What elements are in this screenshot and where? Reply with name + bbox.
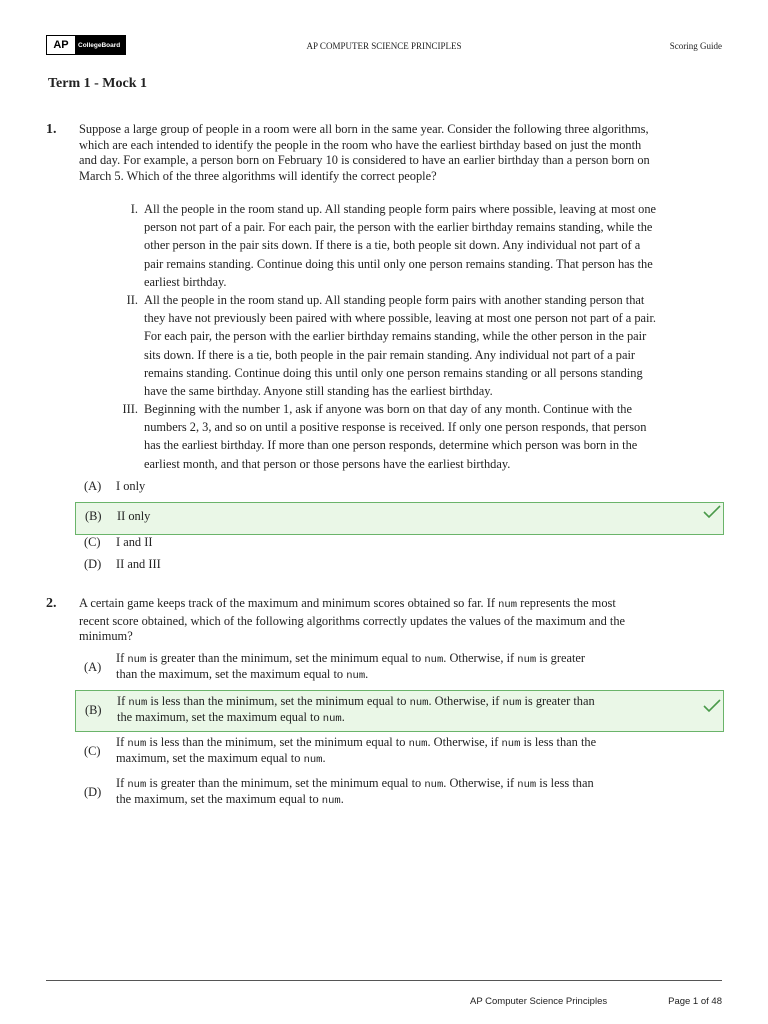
option-text: is less than the minimum, set the minimum equal to (149, 735, 406, 749)
algorithm-line: other person in the pair sits down. If there is a tie, both people sit down. Any individual not part of a (144, 238, 641, 253)
question-1-stem (79, 122, 729, 184)
algorithm-line: remains standing. Continue doing this until only one person remains standing or all persons standing (144, 365, 643, 380)
algorithm-text (144, 291, 720, 400)
code-num: num (502, 697, 522, 709)
option-text: . Otherwise, if (428, 694, 500, 708)
option-text: is less than the (523, 735, 597, 749)
stem-line: March 5. Which of the three algorithms will identify the correct people? (79, 168, 437, 183)
stem-line: which are each intended to identify the people in the room who have the earliest birthday based on just the month (79, 137, 642, 152)
option-letter: (C) (84, 535, 101, 549)
option-text: is greater than the minimum, set the minimum equal to (149, 651, 422, 665)
question-2-stem (79, 596, 729, 645)
option-text: . (322, 751, 326, 765)
q2-option-a[interactable] (84, 650, 724, 686)
option-text: II and III (116, 557, 161, 571)
option-text: is greater than the minimum, set the minimum equal to (149, 776, 422, 790)
option-text: If (116, 651, 125, 665)
option-text: If (117, 694, 126, 708)
code-num: num (501, 738, 521, 750)
code-num: num (128, 697, 148, 709)
option-text: is less than the minimum, set the minimum equal to (150, 694, 407, 708)
algorithm-line: For each pair, the person with the earlier birthday remains standing, while the other person in the pair (144, 329, 647, 344)
stem-line: minimum? (79, 629, 133, 643)
question-2-number: 2. (46, 596, 57, 611)
header-right: Scoring Guide (669, 41, 722, 51)
option-text: . Otherwise, if (443, 651, 515, 665)
option-text: maximum, set the maximum equal to (116, 751, 301, 765)
q1-option-a[interactable] (84, 479, 146, 494)
header-title: AP COMPUTER SCIENCE PRINCIPLES (306, 41, 462, 51)
option-text: II only (117, 509, 151, 523)
code-num: num (321, 795, 341, 807)
code-num: num (498, 599, 518, 611)
algorithm-line: sits down. If there is a tie, both people in the pair remain standing. Any individual not part of a pair (144, 347, 636, 362)
code-num: num (322, 713, 342, 725)
code-num: num (127, 738, 147, 750)
footer-divider (46, 980, 722, 981)
algorithm-I (100, 200, 730, 295)
algorithm-line: All the people in the room stand up. All standing people form pairs where possible, leaving at most one (144, 202, 657, 216)
option-text: If (116, 776, 125, 790)
algorithm-line: All the people in the room stand up. All standing people form pairs with another standing person that (144, 293, 645, 307)
code-num: num (517, 779, 537, 791)
option-letter: (B) (85, 509, 102, 523)
question-1-number: 1. (46, 122, 57, 137)
stem-line: and day. For example, a person born on February 10 is considered to have an earlier birthday than a person born on (79, 153, 650, 167)
algorithm-line: have the same birthday. Anyone still standing has the earliest birthday. (144, 384, 493, 399)
option-text: . (341, 710, 345, 724)
option-text: . (340, 792, 344, 806)
q2-option-d[interactable] (84, 775, 724, 811)
footer-page-number: Page 1 of 48 (668, 996, 722, 1007)
option-text: . (365, 667, 369, 681)
option-letter: (D) (84, 557, 102, 571)
logo-ap: AP (47, 36, 75, 54)
option-letter: (C) (84, 744, 101, 758)
roman-numeral: II. (126, 293, 138, 307)
option-letter: (D) (84, 785, 102, 799)
footer-course: AP Computer Science Principles (470, 996, 608, 1007)
logo-collegeboard: CollegeBoard (75, 36, 125, 54)
code-num: num (346, 670, 366, 682)
algorithm-line: person not part of a pair. For each pair, the person with the earlier birthday remains standing, while the (144, 220, 653, 235)
algorithm-text (144, 400, 720, 473)
option-text: If (116, 735, 125, 749)
page-title: Term 1 - Mock 1 (48, 76, 148, 91)
option-text: is greater than (524, 694, 595, 708)
option-line (116, 750, 326, 769)
algorithm-line: earliest birthday. (144, 274, 227, 289)
algorithm-line: pair remains standing. Continue doing this until only one person remains standing. That person has the (144, 256, 653, 271)
stem-text: A certain game keeps track of the maximum and minimum scores obtained so far. If (79, 596, 495, 610)
roman-numeral: I. (130, 202, 138, 216)
option-line (116, 791, 344, 810)
algorithm-line: earliest month, and that person or those persons have the earliest birthday. (144, 456, 511, 471)
stem-line: recent score obtained, which of the following algorithms correctly updates the values of the maximum and the (79, 613, 626, 628)
stem-line: Suppose a large group of people in a room were all born in the same year. Consider the following three algorithms, (79, 122, 649, 136)
algorithm-II (100, 291, 730, 403)
code-num: num (424, 654, 444, 666)
q2-option-c[interactable] (84, 734, 724, 770)
code-num: num (517, 654, 537, 666)
roman-numeral: III. (122, 402, 138, 416)
option-text: I and II (116, 535, 153, 549)
q1-option-c[interactable] (84, 535, 153, 550)
option-text: is greater (539, 651, 586, 665)
code-num: num (409, 697, 429, 709)
algorithm-text (144, 200, 720, 291)
option-text: than the maximum, set the maximum equal to (116, 667, 344, 681)
algorithm-III (100, 400, 730, 475)
code-num: num (127, 779, 147, 791)
option-line (116, 666, 368, 685)
algorithm-line: they have not previously been paired with where possible, leaving at most one person not part of a pair. (144, 311, 657, 326)
option-text: the maximum, set the maximum equal to (117, 710, 320, 724)
stem-line (79, 596, 729, 614)
algorithm-line: has the earliest birthday. If more than one person responds, determine which person was born in the (144, 438, 638, 453)
option-letter: (A) (84, 660, 102, 674)
code-num: num (408, 738, 428, 750)
option-letter: (B) (85, 703, 102, 717)
q1-option-b-correct[interactable] (75, 502, 724, 535)
stem-text: represents the most (520, 596, 616, 610)
code-num: num (303, 754, 323, 766)
option-letter: (A) (84, 479, 102, 493)
option-line (117, 709, 345, 728)
option-text: the maximum, set the maximum equal to (116, 792, 319, 806)
option-text: I only (116, 479, 146, 493)
algorithm-line: numbers 2, 3, and so on until a positive response is received. If only one person responds, that person (144, 420, 647, 435)
option-text: . Otherwise, if (427, 735, 499, 749)
option-text: . Otherwise, if (443, 776, 515, 790)
q2-option-b-correct[interactable] (75, 690, 724, 732)
checkmark-icon (703, 699, 721, 713)
algorithm-line: Beginning with the number 1, ask if anyone was born on that day of any month. Continue with the (144, 402, 632, 416)
option-text: is less than (539, 776, 594, 790)
checkmark-icon (703, 505, 721, 519)
q1-option-d[interactable] (84, 557, 161, 572)
code-num: num (424, 779, 444, 791)
code-num: num (127, 654, 147, 666)
